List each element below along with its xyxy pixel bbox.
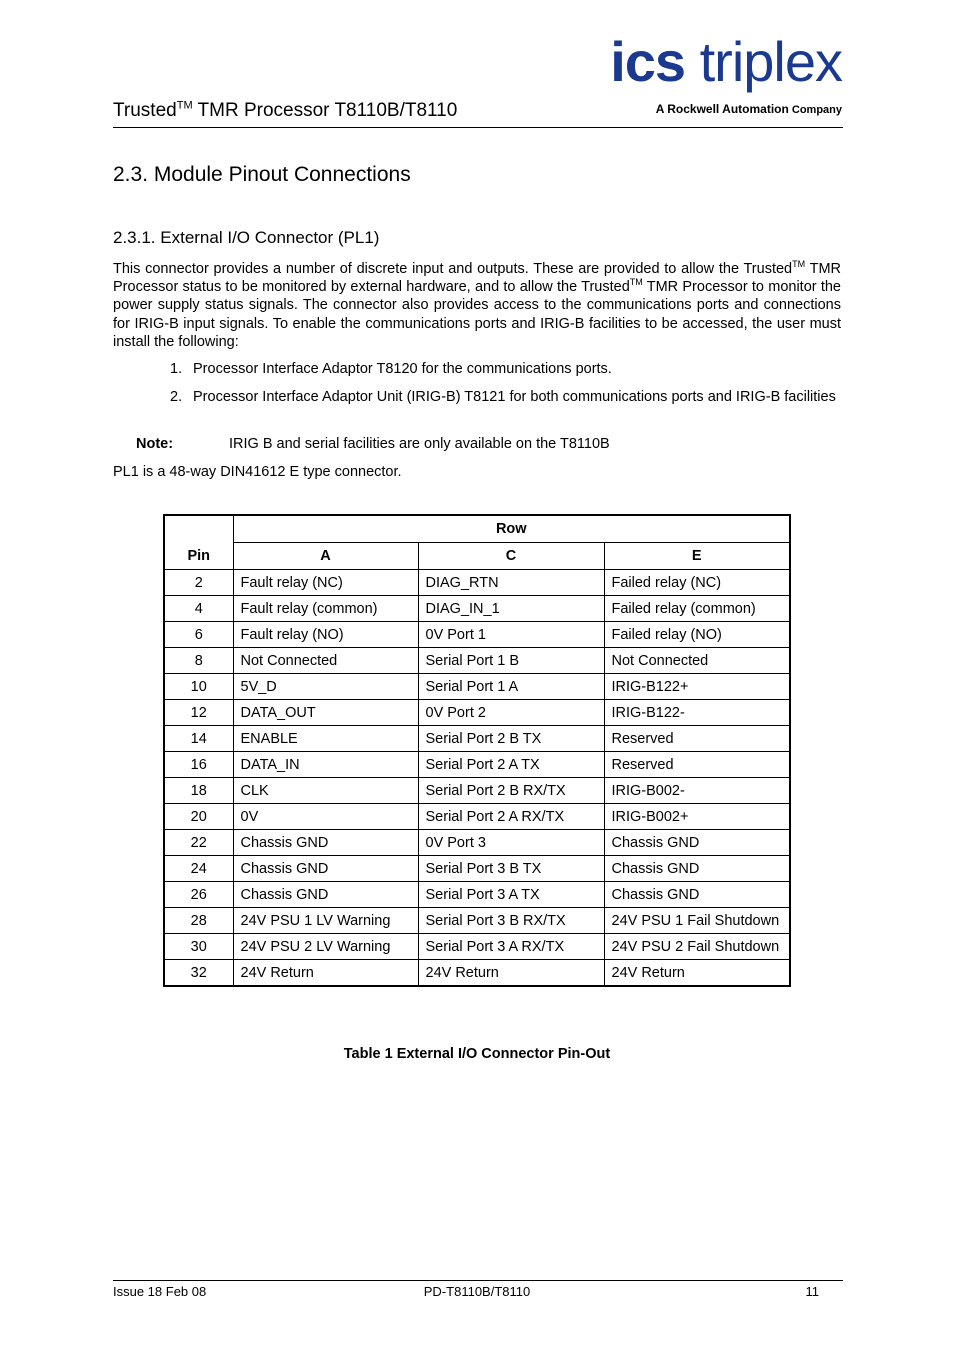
table-row — [164, 804, 790, 830]
table-row — [164, 830, 790, 856]
company-logo — [610, 30, 842, 93]
table-row — [164, 700, 790, 726]
note-text: IRIG B and serial facilities are only available on the T8110B — [229, 436, 610, 452]
list-item: 1. Processor Interface Adaptor T8120 for the communications ports. — [170, 361, 612, 377]
row-a-cell: ENABLE — [233, 726, 418, 752]
row-a-cell: 24V PSU 2 LV Warning — [233, 934, 418, 960]
row-c-cell: 24V Return — [418, 960, 604, 987]
logo-light-text: triplex — [685, 30, 842, 93]
table-row — [164, 934, 790, 960]
footer-rule — [113, 1280, 843, 1281]
row-a-cell: DATA_OUT — [233, 700, 418, 726]
pin-cell: 16 — [164, 752, 233, 778]
row-c-cell: DIAG_IN_1 — [418, 596, 604, 622]
pin-cell: 12 — [164, 700, 233, 726]
row-a-cell: 5V_D — [233, 674, 418, 700]
pin-cell: 18 — [164, 778, 233, 804]
row-e-cell: Not Connected — [604, 648, 790, 674]
pin-cell: 4 — [164, 596, 233, 622]
row-c-cell: Serial Port 2 A RX/TX — [418, 804, 604, 830]
connector-description: PL1 is a 48-way DIN41612 E type connector. — [113, 464, 402, 480]
intro-paragraph: This connector provides a number of discrete input and outputs. These are provided to allow the Trusted™ TMR Processor status to be monitored by external hardware, and to allow the Trusted™ TMR Processor to monitor the power supply status signals. The connector also provides access to the communications ports and connections for IRIG-B input signals. To enable the communications ports and IRIG-B facilities to be accessed, the user must install the following: — [113, 259, 841, 350]
pin-cell: 6 — [164, 622, 233, 648]
table-row — [164, 674, 790, 700]
table-row — [164, 648, 790, 674]
row-c-cell: Serial Port 1 B — [418, 648, 604, 674]
pinout-table — [163, 514, 791, 987]
row-c-cell: Serial Port 3 A TX — [418, 882, 604, 908]
row-c-cell: DIAG_RTN — [418, 570, 604, 596]
row-a-cell: Fault relay (NO) — [233, 622, 418, 648]
logo-tagline: A Rockwell Automation Company — [655, 102, 842, 116]
row-a-cell: 24V Return — [233, 960, 418, 987]
row-a-cell: Fault relay (common) — [233, 596, 418, 622]
row-e-cell: Chassis GND — [604, 882, 790, 908]
pin-cell: 24 — [164, 856, 233, 882]
row-e-cell: Chassis GND — [604, 830, 790, 856]
row-a-cell: 0V — [233, 804, 418, 830]
row-c-cell: 0V Port 2 — [418, 700, 604, 726]
row-e-cell: Failed relay (NO) — [604, 622, 790, 648]
row-e-cell: Reserved — [604, 726, 790, 752]
table-row — [164, 622, 790, 648]
pin-cell: 32 — [164, 960, 233, 987]
row-group-header: Row — [233, 515, 790, 543]
row-e-cell: 24V PSU 1 Fail Shutdown — [604, 908, 790, 934]
section-heading: 2.3. Module Pinout Connections — [113, 163, 411, 186]
row-e-cell: IRIG-B002+ — [604, 804, 790, 830]
table-row — [164, 726, 790, 752]
column-header-e: E — [604, 543, 790, 570]
row-a-cell: CLK — [233, 778, 418, 804]
table-row — [164, 752, 790, 778]
row-c-cell: Serial Port 3 A RX/TX — [418, 934, 604, 960]
row-c-cell: 0V Port 1 — [418, 622, 604, 648]
table-caption: Table 1 External I/O Connector Pin-Out — [343, 1046, 611, 1062]
subsection-heading: 2.3.1. External I/O Connector (PL1) — [113, 228, 380, 247]
row-e-cell: Chassis GND — [604, 856, 790, 882]
row-c-cell: Serial Port 3 B TX — [418, 856, 604, 882]
pin-cell: 22 — [164, 830, 233, 856]
column-header-c: C — [418, 543, 604, 570]
list-item: 2. Processor Interface Adaptor Unit (IRIG-B) T8121 for both communications ports and IRIG-B facilities — [170, 389, 836, 405]
row-a-cell: Chassis GND — [233, 830, 418, 856]
row-e-cell: Failed relay (NC) — [604, 570, 790, 596]
pin-cell: 2 — [164, 570, 233, 596]
table-row — [164, 778, 790, 804]
row-e-cell: IRIG-B002- — [604, 778, 790, 804]
row-e-cell: 24V PSU 2 Fail Shutdown — [604, 934, 790, 960]
footer-issue: Issue 18 Feb 08 — [113, 1284, 207, 1299]
row-e-cell: Reserved — [604, 752, 790, 778]
row-a-cell: Chassis GND — [233, 882, 418, 908]
pin-cell: 14 — [164, 726, 233, 752]
row-a-cell: 24V PSU 1 LV Warning — [233, 908, 418, 934]
row-c-cell: Serial Port 3 B RX/TX — [418, 908, 604, 934]
pin-column-header: Pin — [164, 515, 233, 570]
pin-cell: 20 — [164, 804, 233, 830]
row-c-cell: Serial Port 2 B TX — [418, 726, 604, 752]
row-e-cell: IRIG-B122- — [604, 700, 790, 726]
row-a-cell: DATA_IN — [233, 752, 418, 778]
row-a-cell: Not Connected — [233, 648, 418, 674]
table-row — [164, 856, 790, 882]
column-header-a: A — [233, 543, 418, 570]
pin-cell: 28 — [164, 908, 233, 934]
row-c-cell: Serial Port 1 A — [418, 674, 604, 700]
row-c-cell: 0V Port 3 — [418, 830, 604, 856]
header-rule — [113, 127, 843, 128]
table-row — [164, 960, 790, 987]
row-c-cell: Serial Port 2 A TX — [418, 752, 604, 778]
footer-doc-number: PD-T8110B/T8110 — [423, 1284, 531, 1299]
table-row — [164, 882, 790, 908]
row-e-cell: 24V Return — [604, 960, 790, 987]
table-row — [164, 570, 790, 596]
row-e-cell: IRIG-B122+ — [604, 674, 790, 700]
footer-page-number: 11 — [805, 1284, 819, 1299]
document-title: Trusted™ TMR Processor T8110B/T8110 — [113, 99, 458, 121]
row-a-cell: Chassis GND — [233, 856, 418, 882]
row-c-cell: Serial Port 2 B RX/TX — [418, 778, 604, 804]
pin-cell: 8 — [164, 648, 233, 674]
note-label: Note: — [136, 436, 174, 452]
pin-cell: 30 — [164, 934, 233, 960]
row-a-cell: Fault relay (NC) — [233, 570, 418, 596]
row-e-cell: Failed relay (common) — [604, 596, 790, 622]
table-row — [164, 596, 790, 622]
pin-cell: 10 — [164, 674, 233, 700]
table-row — [164, 908, 790, 934]
pin-cell: 26 — [164, 882, 233, 908]
logo-bold-text: ics — [610, 30, 686, 93]
